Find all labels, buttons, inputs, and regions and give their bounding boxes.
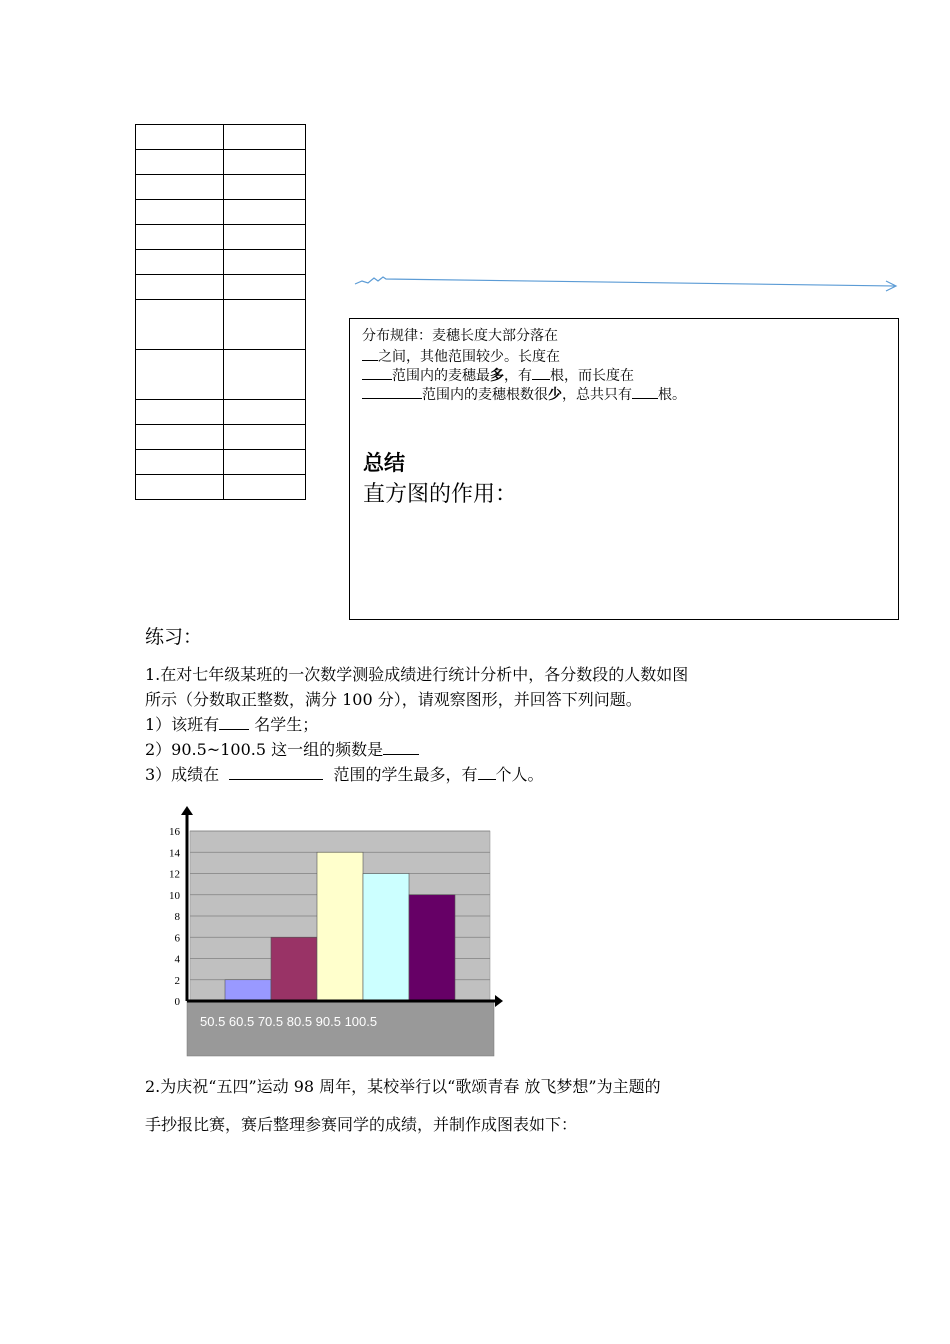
table-cell (224, 475, 306, 500)
table-cell (136, 225, 224, 250)
question-2-line-2: 手抄报比赛，赛后整理参赛同学的成绩，并制作成图表如下： (145, 1115, 578, 1134)
table-cell (224, 275, 306, 300)
question-1-line-1: 1.在对七年级某班的一次数学测验成绩进行统计分析中，各分数段的人数如图 (145, 665, 689, 684)
question-1-sub-2: 2）90.5~100.5 这一组的频数是 (145, 737, 419, 760)
answer-blank[interactable] (383, 740, 419, 755)
y-tick-label: 6 (174, 932, 180, 945)
question-2-line-1: 2.为庆祝“五四”运动 98 周年，某校举行以“歌颂青春 放飞梦想”为主题的 (145, 1077, 661, 1096)
y-axis-arrow (181, 806, 193, 815)
y-tick-label: 4 (174, 953, 180, 966)
table-cell (136, 425, 224, 450)
table-cell (224, 150, 306, 175)
answer-blank[interactable] (362, 365, 392, 380)
table-cell (136, 250, 224, 275)
x-tick-labels: 50.5 60.5 70.5 80.5 90.5 100.5 (200, 1014, 378, 1029)
blank-frequency-table (135, 124, 306, 500)
table-cell (224, 350, 306, 400)
table-cell (136, 175, 224, 200)
histogram-bar (363, 874, 409, 1002)
question-1-sub-3: 3）成绩在 范围的学生最多，有 个人。 (145, 765, 544, 784)
y-tick-label: 16 (169, 826, 180, 838)
practice-heading: 练习： (145, 626, 203, 648)
table-cell (136, 300, 224, 350)
histogram-bar (271, 937, 317, 1001)
table-cell (224, 200, 306, 225)
answer-blank[interactable] (219, 715, 249, 730)
summary-box (349, 318, 899, 620)
summary-subtitle: 直方图的作用： (363, 482, 518, 507)
table-cell (224, 300, 306, 350)
table-cell (224, 450, 306, 475)
table-cell (224, 250, 306, 275)
y-tick-label: 0 (174, 996, 180, 1008)
y-tick-label: 12 (169, 868, 180, 881)
question-1-line-2: 所示（分数取正整数，满分 100 分），请观察图形，并回答下列问题。 (145, 690, 642, 709)
table-cell (224, 425, 306, 450)
summary-line-2: 之间，其他范围较少。长度在 (362, 346, 560, 366)
table-cell (136, 450, 224, 475)
table-cell (136, 200, 224, 225)
y-tick-label: 2 (174, 974, 180, 987)
answer-blank[interactable] (229, 765, 323, 780)
table-cell (224, 400, 306, 425)
answer-blank[interactable] (362, 346, 378, 361)
answer-blank[interactable] (478, 765, 496, 780)
histogram-bar (225, 980, 271, 1001)
histogram-bar (317, 852, 363, 1001)
table-cell (136, 275, 224, 300)
table-cell (224, 225, 306, 250)
answer-blank[interactable] (362, 384, 422, 399)
table-cell (136, 350, 224, 400)
y-tick-label: 10 (169, 889, 180, 902)
table-cell (224, 125, 306, 150)
summary-title: 总结 (363, 451, 405, 475)
summary-line-3: 范围内的麦穗最多，有 根，而长度在 (362, 365, 634, 385)
summary-line-4: 范围内的麦穗根数很少，总共只有 根。 (362, 384, 686, 404)
answer-blank[interactable] (532, 365, 550, 380)
summary-line-1: 分布规律：麦穗长度大部分落在 (362, 328, 558, 344)
score-histogram (150, 800, 510, 1062)
number-line-arrow (350, 268, 902, 296)
table-cell (224, 175, 306, 200)
table-cell (136, 475, 224, 500)
table-cell (136, 125, 224, 150)
y-tick-label: 14 (169, 847, 180, 860)
x-axis-arrow (495, 995, 503, 1007)
question-1-sub-1: 1）该班有 名学生； (145, 715, 319, 734)
y-tick-label: 8 (174, 911, 180, 923)
table-cell (136, 150, 224, 175)
histogram-bar (409, 895, 455, 1001)
answer-blank[interactable] (632, 384, 658, 399)
table-cell (136, 400, 224, 425)
